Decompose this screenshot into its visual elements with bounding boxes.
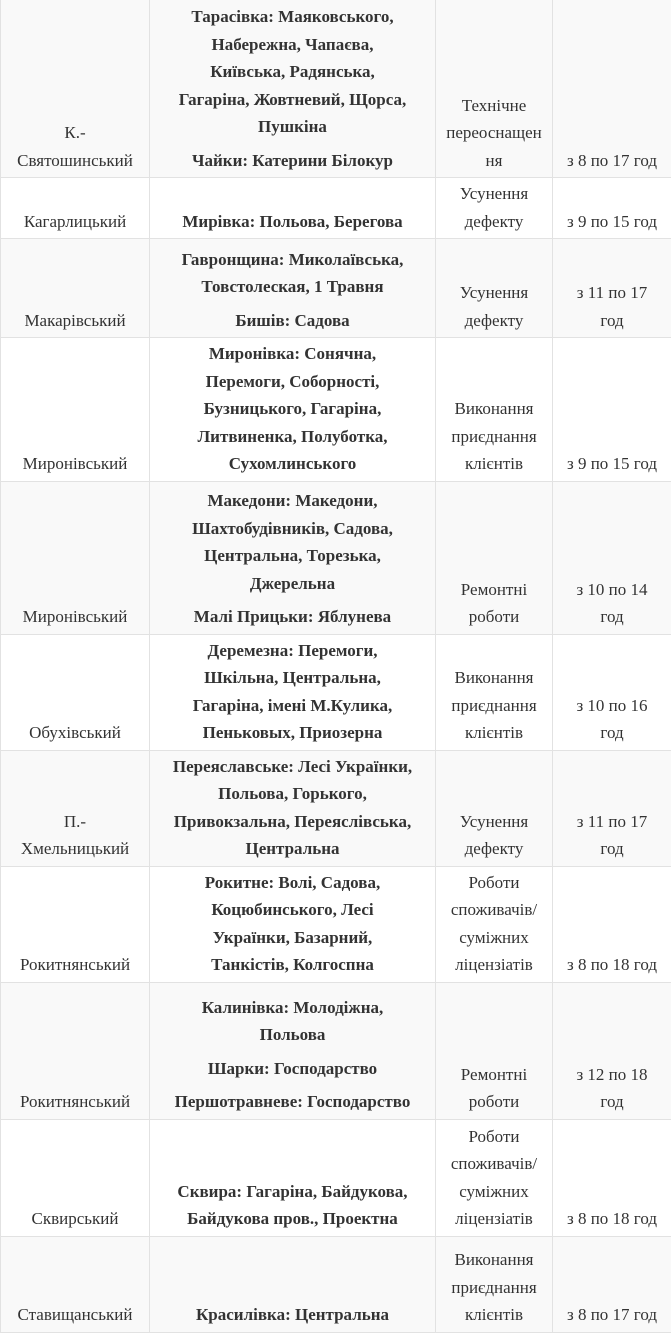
work-type-cell: [436, 1236, 553, 1332]
address-line: Гагаріна, імені М.Кулика,: [153, 692, 432, 720]
address-line: Миронівка: Сонячна,: [153, 340, 432, 368]
address-line: Привокзальна, Переяслівська,: [153, 808, 432, 836]
address-line: Сухомлинського: [153, 450, 432, 478]
time-range: з 8 по 18 год: [556, 1205, 668, 1233]
address-line: Переяславське: Лесі Українки,: [153, 753, 432, 781]
address-line: Чайки: Катерини Білокур: [153, 147, 432, 175]
address-cell: [150, 481, 436, 634]
time-range: з 8 по 17 год: [556, 147, 668, 175]
work-type: Усунення: [439, 180, 549, 208]
time-cell: [553, 239, 671, 338]
time-range: з 10 по 16: [556, 692, 668, 720]
district-name: Макарівський: [4, 307, 146, 335]
address-line: Бузницького, Гагаріна,: [153, 395, 432, 423]
address-line: Мирівка: Польова, Берегова: [153, 208, 432, 236]
work-type: дефекту: [439, 835, 549, 863]
time-range: з 9 по 15 год: [556, 450, 668, 478]
work-type: Усунення: [439, 279, 549, 307]
district-cell: [1, 0, 150, 178]
address-line: Байдукова пров., Проектна: [153, 1205, 432, 1233]
work-type: Виконання: [439, 664, 549, 692]
work-type-cell: [436, 481, 553, 634]
work-type: дефекту: [439, 307, 549, 335]
work-type-cell: [436, 750, 553, 866]
work-type: Технічне: [439, 92, 549, 120]
time-range: з 8 по 17 год: [556, 1301, 668, 1329]
work-type: приєднання: [439, 423, 549, 451]
time-range: год: [556, 719, 668, 747]
district-name: Миронівський: [4, 450, 146, 478]
work-type: клієнтів: [439, 450, 549, 478]
district-cell: [1, 481, 150, 634]
work-type: Ремонтні: [439, 576, 549, 604]
district-cell: [1, 982, 150, 1119]
address-line: Гагаріна, Жовтневий, Щорса,: [153, 86, 432, 114]
district-name: Рокитнянський: [4, 1088, 146, 1116]
table-row: [1, 866, 671, 982]
time-cell: [553, 634, 671, 750]
address-line: Деремезна: Перемоги,: [153, 637, 432, 665]
address-line: Першотравневе: Господарство: [153, 1088, 432, 1116]
time-range: год: [556, 835, 668, 863]
time-cell: [553, 866, 671, 982]
address-line: Танкістів, Колгоспна: [153, 951, 432, 979]
time-range: з 11 по 17: [556, 279, 668, 307]
time-range: год: [556, 307, 668, 335]
work-type: роботи: [439, 1088, 549, 1116]
address-line: Центральна, Торезька,: [153, 542, 432, 570]
address-line: Київська, Радянська,: [153, 58, 432, 86]
table-body: [1, 0, 671, 1332]
district-cell: [1, 866, 150, 982]
address-line: Бишів: Садова: [153, 307, 432, 335]
address-line: Джерельна: [153, 570, 432, 598]
table-row: [1, 0, 671, 178]
work-type: ліцензіатів: [439, 951, 549, 979]
time-cell: [553, 750, 671, 866]
work-type: приєднання: [439, 692, 549, 720]
table-row: [1, 982, 671, 1119]
work-type: Виконання: [439, 395, 549, 423]
work-type: клієнтів: [439, 719, 549, 747]
table-row: [1, 178, 671, 239]
address-line: Перемоги, Соборності,: [153, 368, 432, 396]
table-row: [1, 239, 671, 338]
work-type-cell: [436, 1119, 553, 1236]
address-line: Українки, Базарний,: [153, 924, 432, 952]
time-range: з 10 по 14: [556, 576, 668, 604]
district-cell: [1, 338, 150, 482]
address-line: Рокитне: Волі, Садова,: [153, 869, 432, 897]
work-type-cell: [436, 866, 553, 982]
time-cell: [553, 481, 671, 634]
time-range: з 11 по 17: [556, 808, 668, 836]
table-row: [1, 481, 671, 634]
work-type: роботи: [439, 603, 549, 631]
address-cell: [150, 982, 436, 1119]
time-range: год: [556, 603, 668, 631]
district-cell: [1, 750, 150, 866]
time-cell: [553, 1236, 671, 1332]
district-name: Святошинський: [4, 147, 146, 175]
address-cell: [150, 866, 436, 982]
address-cell: [150, 338, 436, 482]
address-line: Калинівка: Молодіжна,: [153, 994, 432, 1022]
work-type: приєднання: [439, 1274, 549, 1302]
work-type-cell: [436, 634, 553, 750]
address-line: Польова, Горького,: [153, 780, 432, 808]
district-name: Сквирський: [4, 1205, 146, 1233]
district-cell: [1, 634, 150, 750]
address-cell: [150, 0, 436, 178]
work-type: переоснащен: [439, 119, 549, 147]
address-line: Гавронщина: Миколаївська,: [153, 246, 432, 274]
address-line: Центральна: [153, 835, 432, 863]
address-line: Польова: [153, 1021, 432, 1049]
time-cell: [553, 982, 671, 1119]
district-name: Хмельницький: [4, 835, 146, 863]
work-type-cell: [436, 982, 553, 1119]
time-range: з 8 по 18 год: [556, 951, 668, 979]
time-cell: [553, 178, 671, 239]
work-type: Усунення: [439, 808, 549, 836]
work-type-cell: [436, 178, 553, 239]
table-row: [1, 634, 671, 750]
work-type: суміжних: [439, 924, 549, 952]
district-cell: [1, 1119, 150, 1236]
time-range: з 12 по 18: [556, 1061, 668, 1089]
work-type: споживачів/: [439, 1150, 549, 1178]
address-line: Набережна, Чапаєва,: [153, 31, 432, 59]
address-line: Тарасівка: Маяковського,: [153, 3, 432, 31]
district-name: Рокитнянський: [4, 951, 146, 979]
address-line: Коцюбинського, Лесі: [153, 896, 432, 924]
address-line: Шахтобудівників, Садова,: [153, 515, 432, 543]
district-name: Кагарлицький: [4, 208, 146, 236]
work-type: дефекту: [439, 208, 549, 236]
address-cell: [150, 239, 436, 338]
address-line: Шарки: Господарство: [153, 1055, 432, 1083]
address-cell: [150, 1236, 436, 1332]
time-cell: [553, 338, 671, 482]
work-type-cell: [436, 239, 553, 338]
table-row: [1, 338, 671, 482]
time-range: з 9 по 15 год: [556, 208, 668, 236]
work-type: ліцензіатів: [439, 1205, 549, 1233]
work-type: Ремонтні: [439, 1061, 549, 1089]
address-cell: [150, 1119, 436, 1236]
table-row: [1, 1236, 671, 1332]
address-line: Пеньковых, Приозерна: [153, 719, 432, 747]
address-line: Сквира: Гагаріна, Байдукова,: [153, 1178, 432, 1206]
district-name: К.-: [4, 119, 146, 147]
work-type: ня: [439, 147, 549, 175]
address-line: Пушкіна: [153, 113, 432, 141]
table-row: [1, 1119, 671, 1236]
work-type-cell: [436, 0, 553, 178]
address-cell: [150, 634, 436, 750]
address-line: Красилівка: Центральна: [153, 1301, 432, 1329]
address-line: Шкільна, Центральна,: [153, 664, 432, 692]
district-cell: [1, 1236, 150, 1332]
work-type: Виконання: [439, 1246, 549, 1274]
time-cell: [553, 1119, 671, 1236]
address-line: Литвиненка, Полуботка,: [153, 423, 432, 451]
address-line: Товстолеская, 1 Травня: [153, 273, 432, 301]
district-name: Обухівський: [4, 719, 146, 747]
address-cell: [150, 178, 436, 239]
address-line: Македони: Македони,: [153, 487, 432, 515]
work-type: клієнтів: [439, 1301, 549, 1329]
work-type: Роботи: [439, 1123, 549, 1151]
district-cell: [1, 178, 150, 239]
time-range: год: [556, 1088, 668, 1116]
district-name: Миронівський: [4, 603, 146, 631]
work-type-cell: [436, 338, 553, 482]
district-name: П.-: [4, 808, 146, 836]
district-cell: [1, 239, 150, 338]
address-cell: [150, 750, 436, 866]
time-cell: [553, 0, 671, 178]
district-name: Ставищанський: [4, 1301, 146, 1329]
address-line: Малі Прицьки: Яблунева: [153, 603, 432, 631]
table-row: [1, 750, 671, 866]
work-type: споживачів/: [439, 896, 549, 924]
work-type: Роботи: [439, 869, 549, 897]
work-type: суміжних: [439, 1178, 549, 1206]
